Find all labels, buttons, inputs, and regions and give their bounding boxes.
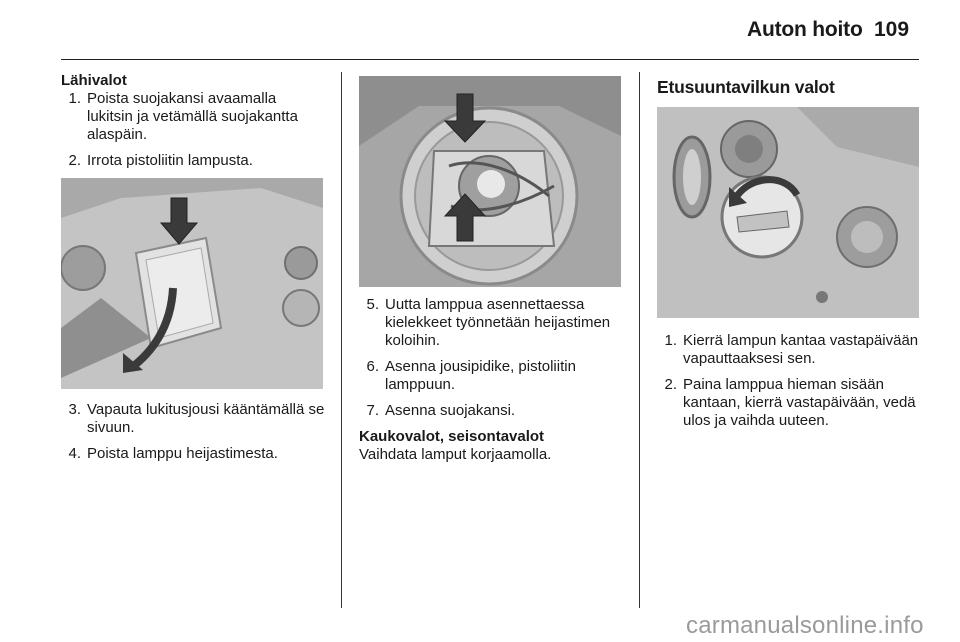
step-number: 4. [68,445,81,462]
steps-list-right [657,332,921,430]
step-text: Asenna suojakansi. [385,402,516,419]
step-text: Uutta lamppua asennettaessa kielekkeet työnnetään heijastimen koloihin. [385,296,611,349]
header-divider [61,59,919,60]
section-heading-high-beam: Kaukovalot, seisontavalot [359,428,545,445]
middle-column [359,296,623,464]
right-column-heading-wrap [657,78,919,96]
step-number: 6. [366,358,379,375]
list-item [657,376,921,430]
step-text: Vapauta lukitusjousi kääntämällä se sivuun. [87,401,325,436]
step-text: Poista suojakansi avaamalla lukitsin ja vetämällä suojakantta alaspäin. [87,90,298,143]
list-item [359,402,623,420]
list-item [61,401,325,437]
list-item [61,90,325,144]
list-item [61,445,325,463]
illustration-bulb-holder [359,76,621,287]
step-text: Asenna jousipidike, pistoliitin lamppuun. [385,358,576,393]
illustration-cover-removal [61,178,323,389]
left-column-lower [61,401,325,471]
step-text: Paina lamppua hieman sisään kantaan, kierrä vastapäivään, vedä ulos ja vaihda uuteen. [683,376,916,429]
illustration-turn-signal [657,107,919,318]
list-item [359,358,623,394]
step-number: 1. [68,90,81,107]
column-divider-2 [639,72,640,608]
paragraph-workshop: Vaihdata lamput korjaamolla. [359,446,552,463]
turn-signal-drawing [657,107,919,318]
steps-list-top [61,90,325,170]
section-heading-turn-signal: Etusuuntavilkun valot [657,77,835,97]
step-number: 2. [664,376,677,393]
cover-removal-drawing [61,178,323,389]
list-item [61,152,325,170]
page-number: 109 [874,18,910,41]
column-divider-1 [341,72,342,608]
step-text: Irrota pistoliitin lampusta. [87,152,253,169]
page-section-title: Auton hoito [747,18,863,41]
list-item [657,332,921,368]
steps-list-bottom [61,401,325,463]
step-text: Kierrä lampun kantaa vastapäivään vapauttaaksesi sen. [683,332,919,367]
step-number: 5. [366,296,379,313]
step-number: 7. [366,402,379,419]
step-number: 1. [664,332,677,349]
step-text: Poista lamppu heijastimesta. [87,445,278,462]
steps-list-middle [359,296,623,420]
right-column [657,332,921,438]
bulb-holder-drawing [359,76,621,287]
watermark: carmanualsonline.info [686,612,924,639]
section-heading-low-beam: Lähivalot [61,72,127,89]
step-number: 3. [68,401,81,418]
list-item [359,296,623,350]
left-column [61,72,325,178]
step-number: 2. [68,152,81,169]
